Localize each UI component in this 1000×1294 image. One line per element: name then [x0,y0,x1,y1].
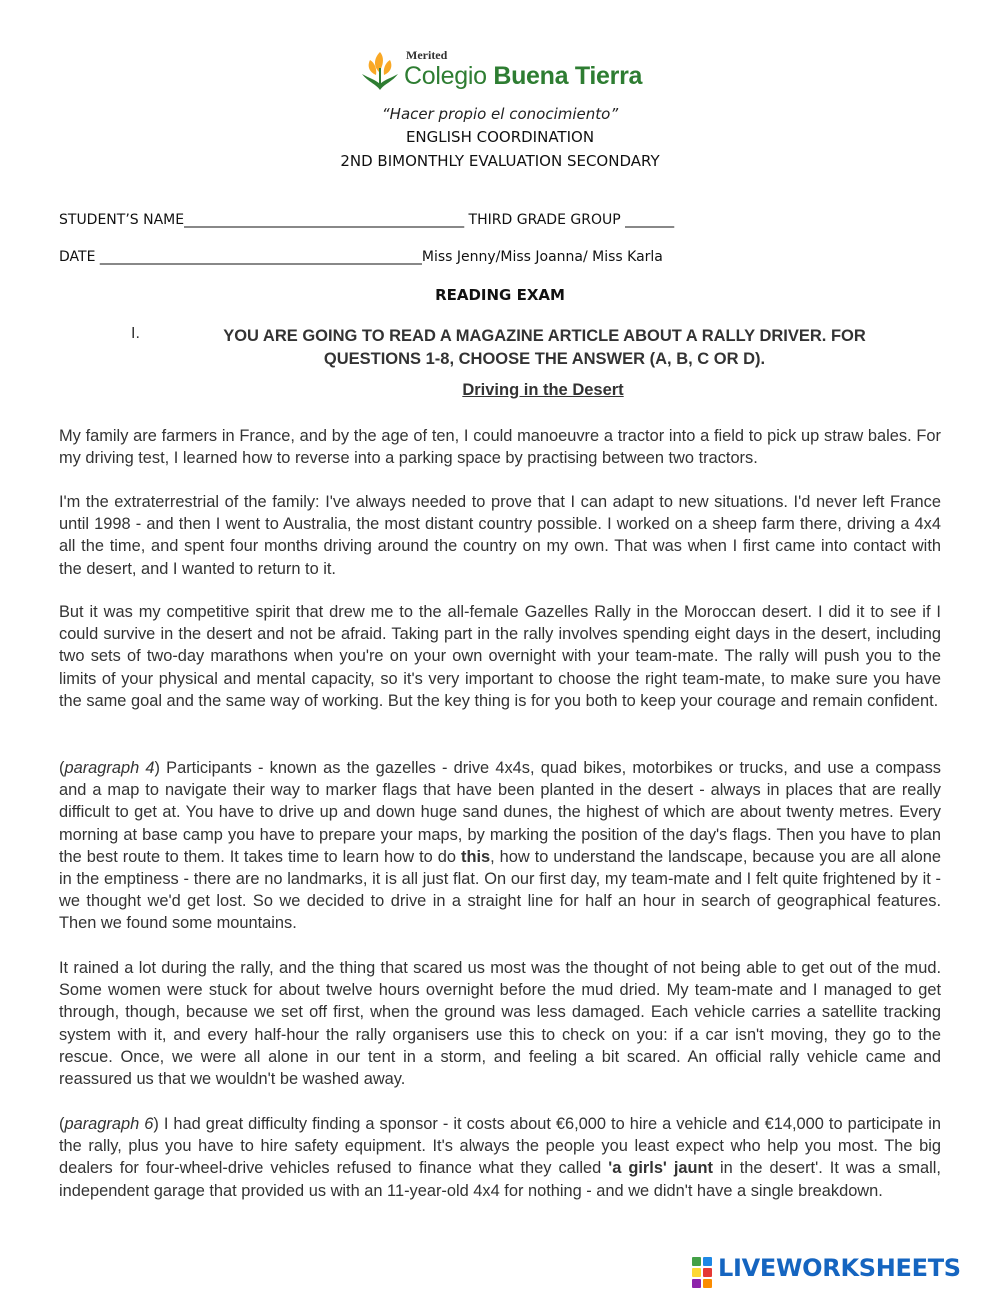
paragraph-6-label: paragraph 6 [64,1115,154,1133]
section-number: I. [131,325,140,342]
article-paragraph-2: I'm the extraterrestrial of the family: I've always needed to prove that I can adapt to new situations. I'd never left France until 1998 - and then I went to Australia, the most distant country possible. I worked on a sheep farm there, driving a 4x4 all the time, and spent four months driving around the country on my own. That was when I first came into contact with the desert, and I wanted to return to it. [59,493,941,578]
brand-tile-icon [692,1268,701,1277]
paragraph-4-text-b: , how to understand the landscape, because you are all alone in the emptiness - there are no landmarks, it is all just flat. On our first day, my team-mate and I felt quite frightened by it - we thought we'd get lost. So we decided to drive in a straight line for half an hour in search of geographical features. Then we found some mountains. [59,847,941,933]
article-paragraph-4 [59,757,941,935]
school-motto: “Hacer propio el conocimiento” [381,105,619,123]
article-paragraph-6 [59,1113,941,1202]
paragraph-6-text-a: ) I had great difficulty finding a sponsor - it costs about €6,000 to hire a vehicle and €14,000 to participate in the rally, plus you have to hire safety equipment. It's always the people you least expect who help you most. The big dealers for four-wheel-drive vehicles refused to finance what they called [59,1115,941,1178]
date-blank[interactable]: ______________________________________________ [99,249,422,265]
logo-school-name [404,62,642,91]
article-paragraph-1: My family are farmers in France, and by the age of ten, I could manoeuvre a tractor into a field to pick up straw bales. For my driving test, I learned how to reverse into a parking space by practising between two tractors. [59,427,941,468]
date-label: DATE [59,249,100,265]
brand-tile-icon [703,1268,712,1277]
paragraph-4-label: paragraph 4 [64,759,155,777]
date-line [59,249,663,265]
section-instruction: YOU ARE GOING TO READ A MAGAZINE ARTICLE ABOUT A RALLY DRIVER. FOR QUESTIONS 1-8, CHOOSE THE ANSWER (A, B, C OR D). [223,327,866,368]
teachers-names: Miss Jenny/Miss Joanna/ Miss Karla [421,249,663,265]
student-name-blank[interactable]: ________________________________________ [184,212,465,228]
article-paragraph-3: But it was my competitive spirit that drew me to the all-female Gazelles Rally in the Moroccan desert. I did it to see if I could survive in the desert and not be afraid. Taking part in the rally involves spending eight days in the desert, including two sets of two-day marathons when you're on your own overnight with your team-mate. The rally will push you to the limits of your physical and mental capacity, so it's very important to choose the right team-mate, to make sure you have the same goal and the same way of working. But the key thing is for you both to keep your courage and remain confident. [59,603,941,710]
school-logo [358,44,648,100]
coordination-heading: ENGLISH COORDINATION [405,128,595,146]
paragraph-4-bold-word: this [460,847,491,866]
paragraph-4-open: ( [59,759,65,777]
logo-merited-text: Merited [406,48,448,62]
brand-text[interactable]: LIVEWORKSHEETS [718,1254,961,1282]
brand-tile-icon [692,1279,701,1288]
paragraph-6-bold-phrase: 'a girls' jaunt [608,1159,713,1178]
evaluation-heading: 2ND BIMONTHLY EVALUATION SECONDARY [340,152,660,170]
article-title: Driving in the Desert [462,381,624,399]
liveworksheets-brand [692,1254,992,1288]
logo-name-light: Colegio [404,62,494,90]
article-paragraph-5: It rained a lot during the rally, and the thing that scared us most was the thought of not being able to get out of the mud. Some women were stuck for about twelve hours overnight before the mud dried. My team-mate and I managed to get through, though, because we set off first, when the ground was less damaged. Each vehicle carries a satellite tracking system with it, and every half-hour the rally organisers use this to check on you: if a car isn't moving, they go to the rescue. Once, we were all alone in our tent in a storm, and feeling a bit scared. An official rally vehicle came and reassured us that we wouldn't be washed away. [59,959,941,1089]
student-name-label: STUDENT’S NAME [59,212,185,228]
brand-tile-icon [703,1257,712,1266]
grade-group-label: THIRD GRADE GROUP [464,212,626,228]
paragraph-4-text-a: ) Participants - known as the gazelles - drive 4x4s, quad bikes, motorbikes or trucks, and use a compass and a map to navigate their way to marker flags that have been planted in the desert - always in places that are really difficult to get at. You have to drive up and down huge sand dunes, the highest of which are about twenty metres. Every morning at base camp you have to prepare your maps, by marking the position of the day's flags. Then you have to plan the best route to them. It takes time to learn how to do [59,759,941,866]
brand-tile-icon [703,1279,712,1288]
student-name-line [59,212,674,228]
paragraph-6-open: ( [59,1115,65,1133]
paragraph-6-text-b: in the desert'. It was a small, independent garage that provided us with an 11-year-old 4x4 for nothing - and we didn't have a single breakdown. [59,1159,941,1200]
grade-group-blank[interactable]: _______ [625,212,675,228]
brand-tile-icon [692,1257,701,1266]
wheat-logo-icon [358,44,402,94]
logo-name-bold: Buena Tierra [493,62,643,90]
exam-title: READING EXAM [435,286,565,304]
